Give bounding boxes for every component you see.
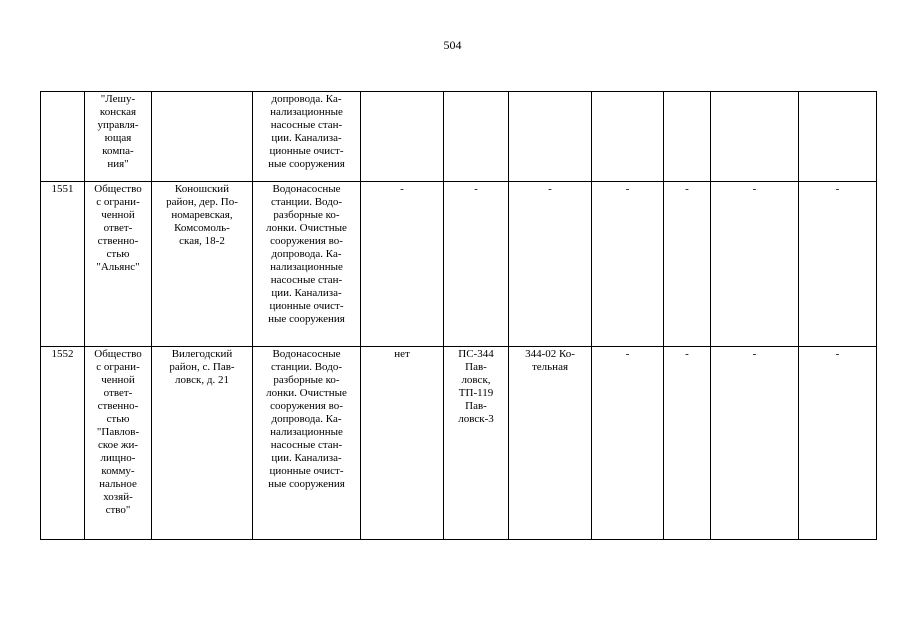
objects-text-line: станции. Водо-: [270, 196, 343, 208]
col-8-cell: [592, 182, 664, 347]
registry-table: [40, 91, 877, 540]
organization-name-text-line: стью: [106, 413, 130, 425]
address-cell: [152, 347, 253, 540]
objects-text-line: ции. Канализа-: [271, 287, 342, 299]
col-6-text-line: ТП-119: [458, 387, 494, 399]
organization-name-text-line: ния": [107, 158, 129, 170]
objects-text-line: лонки. Очистные: [266, 222, 347, 234]
col-7-cell: [509, 347, 592, 540]
col-8-text-line: -: [625, 348, 630, 360]
organization-name-text-line: "Альянс": [96, 261, 140, 273]
col-11-cell: [799, 92, 877, 182]
objects-cell: [253, 92, 361, 182]
col-5-text-line: -: [400, 183, 404, 195]
address-text-line: район, дер. По-: [166, 196, 238, 208]
row-number-text-line: 1552: [51, 348, 74, 360]
col-9-cell: [664, 347, 711, 540]
organization-name-cell: [85, 92, 152, 182]
table-row: [41, 182, 877, 347]
organization-name-text-line: компа-: [102, 145, 134, 157]
col-10-text-line: -: [752, 183, 757, 195]
col-5-cell: [361, 347, 444, 540]
organization-name-text-line: хозяй-: [103, 491, 133, 503]
col-6-text-line: ловск-3: [458, 413, 494, 425]
col-7-text-line: -: [548, 183, 552, 195]
col-11-text-line: -: [835, 183, 840, 195]
col-9-text-line: -: [685, 183, 689, 195]
row-number-cell: [41, 182, 85, 347]
organization-name-text-line: лищно-: [100, 452, 136, 464]
objects-text-line: ционные очист-: [269, 465, 344, 477]
organization-name-text-line: комму-: [101, 465, 135, 477]
organization-name-text-line: ственно-: [97, 235, 139, 247]
address-text-line: Коношский: [174, 183, 230, 195]
col-9-cell: [664, 182, 711, 347]
objects-text-line: допровода. Ка-: [271, 93, 342, 105]
col-10-cell: [711, 92, 799, 182]
objects-text-line: ционные очист-: [269, 145, 344, 157]
col-6-cell: [444, 92, 509, 182]
objects-text-line: разборные ко-: [273, 209, 340, 221]
objects-text-line: разборные ко-: [273, 374, 340, 386]
col-11-cell: [799, 182, 877, 347]
objects-text-line: ции. Канализа-: [271, 132, 342, 144]
objects-text-line: ционные очист-: [269, 300, 344, 312]
col-5-cell: [361, 182, 444, 347]
objects-text-line: нализационные: [270, 426, 343, 438]
organization-name-text-line: ответ-: [103, 387, 133, 399]
organization-name-text-line: управля-: [97, 119, 139, 131]
address-cell: [152, 92, 253, 182]
col-6-text-line: Пав-: [465, 361, 487, 373]
col-10-cell: [711, 347, 799, 540]
col-6-cell: [444, 347, 509, 540]
objects-text-line: Водонасосные: [272, 183, 341, 195]
objects-text-line: ные сооружения: [268, 478, 345, 490]
organization-name-text-line: ющая: [104, 132, 132, 144]
objects-text-line: ные сооружения: [268, 313, 345, 325]
col-8-text-line: -: [625, 183, 630, 195]
address-text-line: ловск, д. 21: [175, 374, 229, 386]
col-9-cell: [664, 92, 711, 182]
objects-text-line: сооружения во-: [270, 400, 343, 412]
organization-name-cell: [85, 347, 152, 540]
col-8-cell: [592, 347, 664, 540]
col-6-text-line: ловск,: [461, 374, 491, 386]
organization-name-text-line: "Павлов-: [96, 426, 140, 438]
page-number: 504: [443, 38, 462, 52]
col-7-text-line: тельная: [531, 361, 569, 373]
organization-name-text-line: ченной: [101, 374, 135, 386]
objects-cell: [253, 182, 361, 347]
organization-name-text-line: "Лешу-: [100, 93, 136, 105]
row-number-text-line: 1551: [51, 183, 74, 195]
objects-text-line: ные сооружения: [268, 158, 345, 170]
table-row: [41, 92, 877, 182]
objects-text-line: насосные стан-: [270, 439, 343, 451]
organization-name-cell: [85, 182, 152, 347]
organization-name-text-line: ответ-: [103, 222, 133, 234]
objects-text-line: лонки. Очистные: [266, 387, 347, 399]
table-body: [41, 92, 877, 540]
col-6-text-line: ПС-344: [458, 348, 494, 360]
objects-text-line: насосные стан-: [270, 274, 343, 286]
objects-text-line: Водонасосные: [272, 348, 341, 360]
organization-name-text-line: ство": [105, 504, 131, 516]
objects-text-line: допровода. Ка-: [271, 248, 342, 260]
objects-text-line: нализационные: [270, 106, 343, 118]
table-row: [41, 347, 877, 540]
col-8-cell: [592, 92, 664, 182]
row-number-cell: [41, 347, 85, 540]
organization-name-text-line: с ограни-: [96, 361, 140, 373]
col-7-text-line: 344-02 Ко-: [525, 348, 575, 360]
address-text-line: Комсомоль-: [174, 222, 230, 234]
col-7-cell: [509, 92, 592, 182]
col-9-text-line: -: [685, 348, 689, 360]
objects-text-line: сооружения во-: [270, 235, 343, 247]
organization-name-text-line: ченной: [101, 209, 135, 221]
col-10-cell: [711, 182, 799, 347]
address-text-line: район, с. Пав-: [169, 361, 235, 373]
organization-name-text-line: конская: [99, 106, 137, 118]
col-6-text-line: Пав-: [465, 400, 487, 412]
organization-name-text-line: нальное: [99, 478, 137, 490]
col-6-cell: [444, 182, 509, 347]
address-text-line: номаревская,: [171, 209, 233, 221]
col-10-text-line: -: [752, 348, 757, 360]
organization-name-text-line: Общество: [94, 183, 142, 195]
objects-text-line: станции. Водо-: [270, 361, 343, 373]
col-6-text-line: -: [474, 183, 478, 195]
objects-text-line: насосные стан-: [270, 119, 343, 131]
address-cell: [152, 182, 253, 347]
organization-name-text-line: ское жи-: [97, 439, 139, 451]
col-7-cell: [509, 182, 592, 347]
organization-name-text-line: с ограни-: [96, 196, 140, 208]
objects-cell: [253, 347, 361, 540]
col-5-cell: [361, 92, 444, 182]
organization-name-text-line: Общество: [94, 348, 142, 360]
col-5-text-line: нет: [394, 348, 410, 360]
address-text-line: Вилегодский: [171, 348, 233, 360]
organization-name-text-line: стью: [106, 248, 130, 260]
organization-name-text-line: ственно-: [97, 400, 139, 412]
objects-text-line: нализационные: [270, 261, 343, 273]
row-number-cell: [41, 92, 85, 182]
objects-text-line: ции. Канализа-: [271, 452, 342, 464]
col-11-cell: [799, 347, 877, 540]
objects-text-line: допровода. Ка-: [271, 413, 342, 425]
col-11-text-line: -: [835, 348, 840, 360]
address-text-line: ская, 18-2: [179, 235, 225, 247]
